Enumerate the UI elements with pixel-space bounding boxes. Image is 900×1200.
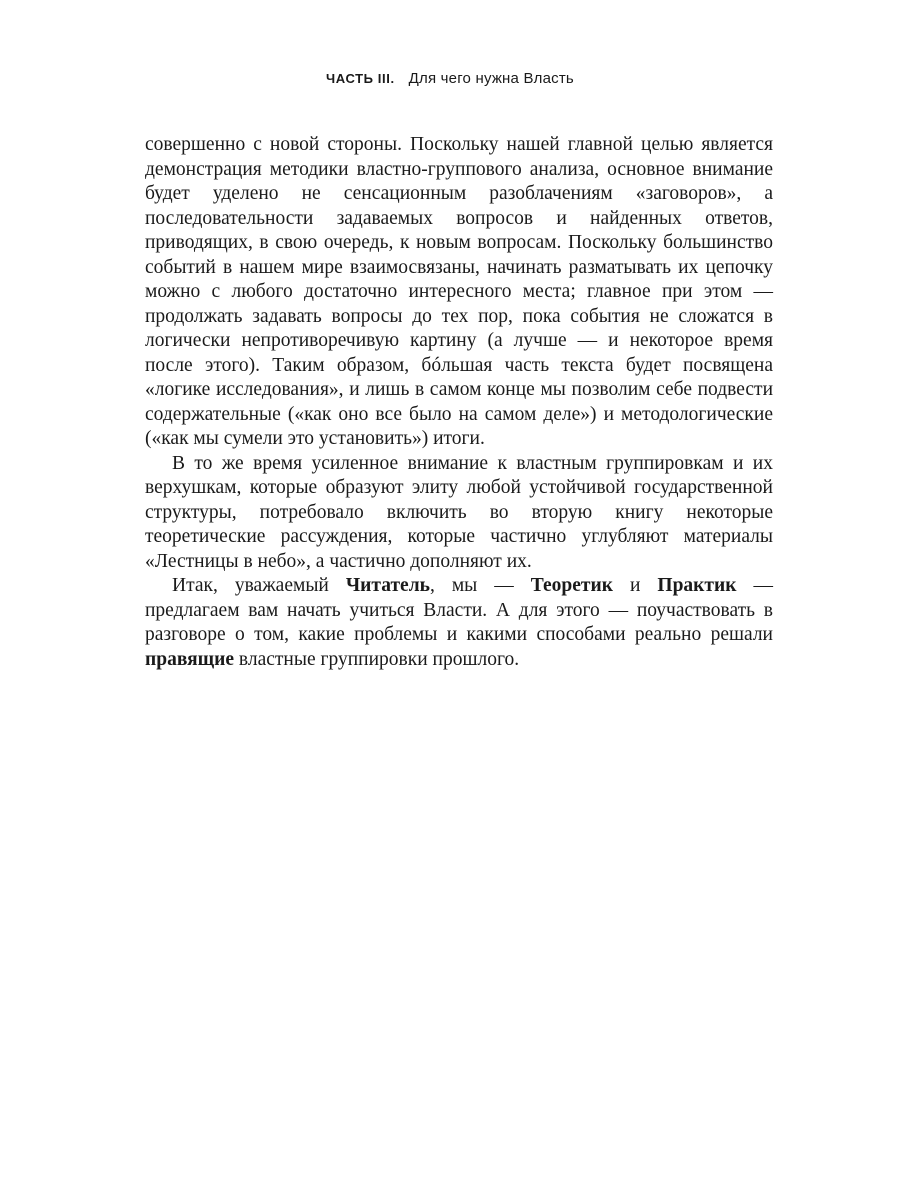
term-practitioner: Практик: [657, 575, 737, 596]
running-header: [0, 70, 900, 87]
paragraph-3-text-c: и: [612, 575, 658, 596]
paragraph-1-text: совершенно с новой стороны. Поскольку нашей главной целью является демонстрация методики властно-группового анализа, основное внимание будет уделено не сенсационным разоблачениям «заговоров», а последовательности задаваемых вопросов и найденных ответов, приводящих, в свою очередь, к новым вопросам. Поскольку большинство событий в нашем мире взаимосвязаны, начинать разматывать их цепочку можно с любого достаточно интересного места; главное при этом — продолжать задавать вопросы до тех пор, пока события не сложатся в логически непротиворечивую картину (а лучше — и некоторое время после этого). Таким образом, бóльшая часть текста будет посвящена «логике исследования», и лишь в самом конце мы позволим себе подвести содержательные («как оно все было на самом деле») и методологические («как мы сумели это установить») итоги.: [145, 134, 773, 449]
paragraph-3-text-e: властные группировки прошлого.: [234, 648, 520, 670]
chapter-title: Для чего нужна Власть: [408, 70, 574, 87]
paragraph-3-text-a: Итак, уважаемый: [172, 575, 346, 596]
body-text: [145, 133, 773, 672]
paragraph-3: [145, 574, 773, 672]
part-label: ЧАСТЬ III.: [326, 71, 395, 86]
paragraph-2-text: В то же время усиленное внимание к властным группировкам и их верхушкам, которые образуют элиту любой устойчивой государственной структуры, потребовало включить во вторую книгу некоторые теоретические рассуждения, которые частично углубляют материалы «Лестницы в небо», а частично дополняют их.: [145, 452, 773, 572]
term-theorist: Теоретик: [530, 575, 613, 596]
paragraph-2: [145, 452, 773, 575]
term-reader: Читатель: [345, 575, 430, 596]
paragraph-1: [145, 133, 773, 452]
paragraph-3-text-d: — предлагаем вам начать учиться Власти. А для этого — поучаствовать в разговоре о том, какие проблемы и какими способами реально решали: [145, 575, 773, 645]
term-ruling: правящие: [145, 648, 235, 670]
paragraph-3-text-b: , мы —: [429, 575, 531, 596]
